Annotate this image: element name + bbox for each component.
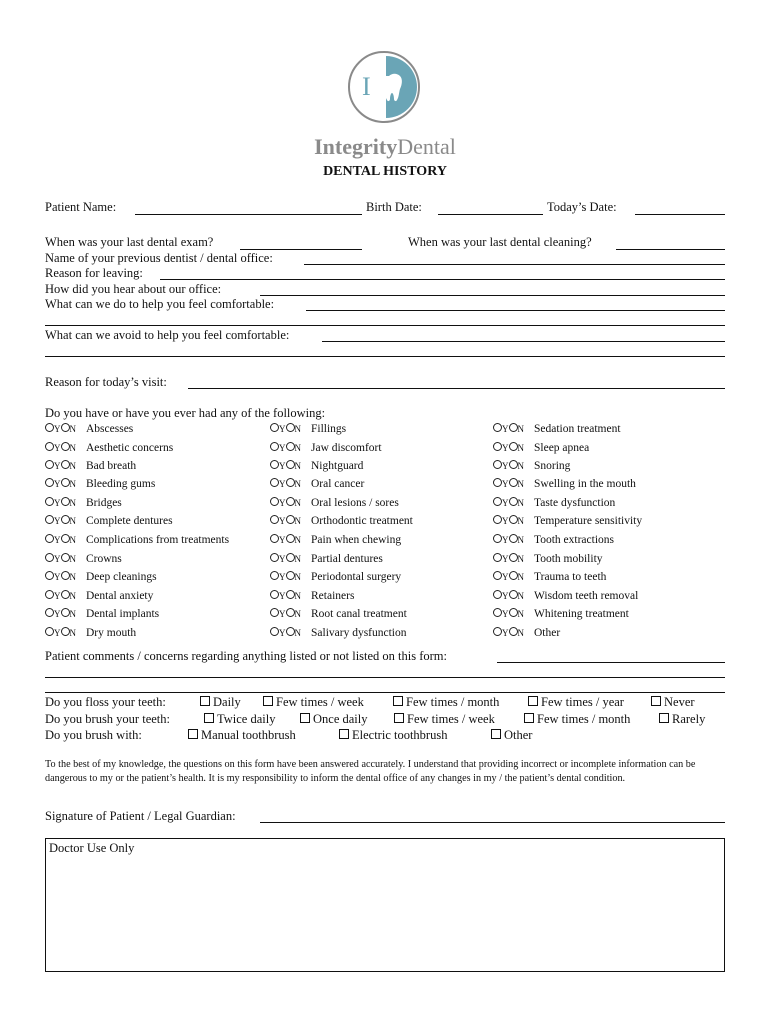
brand-name-light: Dental [397,134,456,159]
condition-label: Sedation treatment [534,423,621,435]
radio-no[interactable] [61,460,70,469]
radio-no[interactable] [61,442,70,451]
condition-label: Tooth extractions [534,534,614,546]
condition-label: Complete dentures [86,515,173,527]
condition-item [45,627,136,639]
no-label: N [69,572,76,582]
no-label: N [517,516,524,526]
condition-label: Aesthetic concerns [86,442,174,454]
condition-label: Abscesses [86,423,134,435]
no-label: N [517,554,524,564]
yes-label: Y [279,424,286,434]
radio-yes[interactable] [493,497,502,506]
condition-item [493,553,603,565]
logo-letter: I [362,72,371,101]
radio-yes[interactable] [270,571,279,580]
condition-label: Whitening treatment [534,608,629,620]
condition-label: Other [534,627,561,639]
no-label: N [69,443,76,453]
help-comfortable-field[interactable] [306,310,725,311]
no-label: N [517,424,524,434]
yes-label: Y [279,516,286,526]
radio-no[interactable] [61,571,70,580]
radio-yes[interactable] [45,608,54,617]
checkbox[interactable] [491,729,501,739]
no-label: N [517,443,524,453]
condition-label: Sleep apnea [534,442,590,454]
checkbox-label: Few times / month [406,695,500,709]
checkbox[interactable] [300,713,310,723]
radio-no[interactable] [509,571,518,580]
yes-label: Y [279,591,286,601]
no-label: N [294,572,301,582]
radio-yes[interactable] [270,442,279,451]
checkbox-option[interactable] [188,728,296,743]
todays-date-field[interactable] [635,214,725,215]
no-label: N [294,498,301,508]
condition-item [270,553,383,565]
no-label: N [517,628,524,638]
condition-item [45,608,159,620]
radio-yes[interactable] [270,460,279,469]
condition-label: Swelling in the mouth [534,478,636,490]
no-label: N [294,591,301,601]
no-label: N [294,609,301,619]
no-label: N [517,498,524,508]
radio-no[interactable] [61,497,70,506]
radio-no[interactable] [286,608,295,617]
brand-name [0,134,770,160]
condition-label: Bleeding gums [86,478,156,490]
yes-label: Y [54,591,61,601]
todays-date-label: Today’s Date: [547,200,617,214]
yes-label: Y [279,443,286,453]
condition-label: Periodontal surgery [311,571,402,583]
birth-date-field[interactable] [438,214,543,215]
yes-label: Y [54,516,61,526]
condition-label: Deep cleanings [86,571,157,583]
radio-no[interactable] [286,590,295,599]
radio-yes[interactable] [45,423,54,432]
comments-field[interactable] [497,662,725,663]
condition-label: Tooth mobility [534,553,603,565]
brand-name-bold: Integrity [314,134,398,159]
radio-yes[interactable] [270,423,279,432]
condition-item [270,515,413,527]
condition-item [45,534,229,546]
radio-yes[interactable] [270,497,279,506]
condition-label: Salivary dysfunction [311,627,407,639]
radio-no[interactable] [509,478,518,487]
no-label: N [69,498,76,508]
avoid-comfortable-field[interactable] [322,341,725,342]
no-label: N [294,424,301,434]
checkbox-label: Other [504,728,533,742]
condition-item [493,460,570,472]
radio-no[interactable] [286,534,295,543]
condition-label: Fillings [311,423,347,435]
condition-label: Retainers [311,590,355,602]
yes-label: Y [502,609,509,619]
condition-label: Oral lesions / sores [311,497,399,509]
no-label: N [69,609,76,619]
checkbox[interactable] [200,696,210,706]
radio-no[interactable] [286,497,295,506]
yes-label: Y [54,628,61,638]
checkbox-option[interactable] [651,695,695,710]
yes-label: Y [54,572,61,582]
condition-label: Taste dysfunction [534,497,616,509]
radio-yes[interactable] [45,478,54,487]
radio-yes[interactable] [270,515,279,524]
radio-yes[interactable] [270,590,279,599]
avoid-comfortable-field-extra[interactable] [45,356,725,357]
condition-label: Pain when chewing [311,534,402,546]
comments-field-extra-1[interactable] [45,677,725,678]
condition-item [270,608,407,620]
yes-label: Y [502,516,509,526]
condition-item [45,515,173,527]
condition-item [45,571,157,583]
radio-yes[interactable] [45,515,54,524]
condition-item [270,627,407,639]
radio-no[interactable] [286,571,295,580]
radio-no[interactable] [509,423,518,432]
condition-label: Dry mouth [86,627,137,639]
avoid-comfortable-label: What can we avoid to help you feel comfortable: [45,328,290,342]
radio-yes[interactable] [493,534,502,543]
radio-no[interactable] [509,534,518,543]
yes-label: Y [54,461,61,471]
reason-leaving-label: Reason for leaving: [45,266,143,280]
yes-label: Y [502,479,509,489]
radio-no[interactable] [61,553,70,562]
radio-yes[interactable] [45,534,54,543]
condition-item [45,442,173,454]
checkbox-label: Few times / week [407,712,495,726]
help-comfortable-field-extra[interactable] [45,325,725,326]
last-exam-label: When was your last dental exam? [45,235,214,249]
radio-no[interactable] [509,460,518,469]
condition-label: Crowns [86,553,122,565]
condition-item [270,590,354,602]
logo [347,50,421,124]
previous-dentist-label: Name of your previous dentist / dental office: [45,251,273,265]
radio-yes[interactable] [45,553,54,562]
condition-label: Jaw discomfort [311,442,382,454]
radio-no[interactable] [61,627,70,636]
no-label: N [517,591,524,601]
no-label: N [69,591,76,601]
patient-name-field[interactable] [135,214,362,215]
radio-yes[interactable] [270,553,279,562]
condition-item [493,571,606,583]
checkbox-label: Few times / month [537,712,631,726]
checkbox[interactable] [339,729,349,739]
checkbox[interactable] [204,713,214,723]
checkbox[interactable] [393,696,403,706]
reason-visit-label: Reason for today’s visit: [45,375,167,389]
checkbox-option[interactable] [491,728,532,743]
radio-yes[interactable] [270,627,279,636]
checkbox[interactable] [659,713,669,723]
no-label: N [294,443,301,453]
no-label: N [69,424,76,434]
no-label: N [294,516,301,526]
radio-yes[interactable] [493,608,502,617]
checkbox-option[interactable] [394,712,495,727]
radio-yes[interactable] [270,534,279,543]
no-label: N [69,479,76,489]
signature-label: Signature of Patient / Legal Guardian: [45,809,236,823]
condition-item [270,478,364,490]
condition-item [493,497,615,509]
birth-date-label: Birth Date: [366,200,422,214]
yes-label: Y [502,498,509,508]
condition-item [493,590,638,602]
condition-item [270,423,346,435]
yes-label: Y [279,479,286,489]
yes-label: Y [279,461,286,471]
yes-label: Y [502,461,509,471]
condition-item [270,442,382,454]
radio-yes[interactable] [45,590,54,599]
radio-yes[interactable] [45,442,54,451]
yes-label: Y [502,628,509,638]
no-label: N [294,479,301,489]
checkbox-label: Few times / year [541,695,624,709]
no-label: N [69,628,76,638]
radio-no[interactable] [61,590,70,599]
no-label: N [517,461,524,471]
reason-visit-field[interactable] [188,388,725,389]
previous-dentist-field[interactable] [304,264,725,265]
yes-label: Y [502,572,509,582]
radio-yes[interactable] [45,497,54,506]
checkbox[interactable] [524,713,534,723]
help-comfortable-label: What can we do to help you feel comfortable: [45,297,275,311]
hear-about-field[interactable] [260,295,725,296]
condition-item [45,478,155,490]
radio-no[interactable] [61,515,70,524]
last-cleaning-field[interactable] [616,249,725,250]
checkbox-option[interactable] [393,695,499,710]
conditions-heading: Do you have or have you ever had any of the following: [45,406,326,420]
no-label: N [69,554,76,564]
radio-yes[interactable] [493,515,502,524]
checkbox-label: Manual toothbrush [201,728,296,742]
radio-no[interactable] [61,534,70,543]
yes-label: Y [54,535,61,545]
checkbox[interactable] [528,696,538,706]
doctor-use-box[interactable] [45,838,725,972]
condition-item [493,423,621,435]
radio-no[interactable] [286,515,295,524]
condition-item [45,460,136,472]
checkbox-label: Once daily [313,712,368,726]
condition-item [493,515,642,527]
condition-label: Orthodontic treatment [311,515,413,527]
checkbox-label: Daily [213,695,241,709]
checkbox[interactable] [394,713,404,723]
yes-label: Y [502,554,509,564]
no-label: N [294,554,301,564]
checkbox-option[interactable] [659,712,705,727]
condition-item [493,478,636,490]
brush-question: Do you brush your teeth: [45,712,170,726]
radio-no[interactable] [286,423,295,432]
yes-label: Y [279,535,286,545]
radio-yes[interactable] [493,627,502,636]
no-label: N [294,461,301,471]
checkbox-label: Electric toothbrush [352,728,448,742]
condition-item [270,571,401,583]
yes-label: Y [54,479,61,489]
radio-yes[interactable] [493,442,502,451]
checkbox-option[interactable] [204,712,275,727]
radio-no[interactable] [509,627,518,636]
radio-yes[interactable] [45,460,54,469]
no-label: N [69,516,76,526]
page-title: DENTAL HISTORY [323,164,447,179]
condition-item [493,534,614,546]
condition-item [45,497,122,509]
checkbox-option[interactable] [263,695,364,710]
condition-label: Snoring [534,460,571,472]
radio-yes[interactable] [493,460,502,469]
yes-label: Y [279,554,286,564]
yes-label: Y [502,424,509,434]
checkbox-option[interactable] [300,712,368,727]
yes-label: Y [279,572,286,582]
radio-no[interactable] [286,627,295,636]
reason-leaving-field[interactable] [160,279,725,280]
condition-label: Temperature sensitivity [534,515,643,527]
yes-label: Y [54,424,61,434]
condition-item [45,590,153,602]
condition-label: Dental anxiety [86,590,154,602]
no-label: N [517,572,524,582]
condition-label: Nightguard [311,460,364,472]
radio-yes[interactable] [270,478,279,487]
no-label: N [517,479,524,489]
yes-label: Y [502,443,509,453]
condition-item [493,627,560,639]
comments-field-extra-2[interactable] [45,692,725,693]
radio-no[interactable] [286,460,295,469]
radio-no[interactable] [61,423,70,432]
radio-no[interactable] [509,497,518,506]
logo-tooth-icon [347,50,421,124]
brush-with-question: Do you brush with: [45,728,142,742]
condition-item [493,442,589,454]
no-label: N [294,628,301,638]
condition-item [270,497,399,509]
yes-label: Y [54,443,61,453]
yes-label: Y [54,609,61,619]
condition-item [45,553,122,565]
doctor-use-label: Doctor Use Only [49,841,135,855]
checkbox[interactable] [263,696,273,706]
radio-yes[interactable] [493,590,502,599]
no-label: N [517,535,524,545]
radio-yes[interactable] [493,571,502,580]
no-label: N [294,535,301,545]
condition-label: Dental implants [86,608,160,620]
condition-item [45,423,133,435]
last-exam-field[interactable] [240,249,362,250]
floss-question: Do you floss your teeth: [45,695,166,709]
no-label: N [69,461,76,471]
condition-label: Oral cancer [311,478,365,490]
radio-yes[interactable] [45,627,54,636]
radio-no[interactable] [509,553,518,562]
disclaimer-text: To the best of my knowledge, the questions on this form have been answered accurately. I understand that providing incorrect or incomplete information can be dangerous to my or the patient’s health. It is my responsibility to inform the dental office of any changes in my / the patient’s dental condition. [45,759,696,784]
condition-label: Wisdom teeth removal [534,590,639,602]
yes-label: Y [54,554,61,564]
yes-label: Y [279,628,286,638]
checkbox-option[interactable] [528,695,624,710]
checkbox-label: Rarely [672,712,706,726]
signature-field[interactable] [260,822,725,823]
radio-no[interactable] [509,608,518,617]
radio-yes[interactable] [45,571,54,580]
checkbox-option[interactable] [200,695,241,710]
no-label: N [69,535,76,545]
radio-no[interactable] [509,515,518,524]
radio-no[interactable] [286,442,295,451]
checkbox[interactable] [651,696,661,706]
radio-yes[interactable] [493,553,502,562]
patient-name-label: Patient Name: [45,200,117,214]
radio-no[interactable] [509,590,518,599]
condition-item [493,608,629,620]
radio-no[interactable] [61,608,70,617]
last-cleaning-label: When was your last dental cleaning? [408,235,592,249]
radio-no[interactable] [509,442,518,451]
hear-about-label: How did you hear about our office: [45,282,222,296]
condition-label: Trauma to teeth [534,571,607,583]
condition-label: Partial dentures [311,553,383,565]
yes-label: Y [279,498,286,508]
checkbox[interactable] [188,729,198,739]
radio-no[interactable] [286,553,295,562]
checkbox-label: Few times / week [276,695,364,709]
radio-yes[interactable] [493,478,502,487]
condition-label: Bad breath [86,460,137,472]
checkbox-label: Never [664,695,695,709]
radio-no[interactable] [286,478,295,487]
checkbox-option[interactable] [524,712,630,727]
yes-label: Y [502,591,509,601]
condition-label: Bridges [86,497,122,509]
yes-label: Y [502,535,509,545]
radio-yes[interactable] [493,423,502,432]
condition-item [270,534,401,546]
condition-label: Root canal treatment [311,608,407,620]
condition-item [270,460,363,472]
checkbox-label: Twice daily [217,712,276,726]
yes-label: Y [279,609,286,619]
radio-no[interactable] [61,478,70,487]
checkbox-option[interactable] [339,728,447,743]
radio-yes[interactable] [270,608,279,617]
no-label: N [517,609,524,619]
yes-label: Y [54,498,61,508]
comments-label: Patient comments / concerns regarding anything listed or not listed on this form: [45,649,448,663]
condition-label: Complications from treatments [86,534,230,546]
